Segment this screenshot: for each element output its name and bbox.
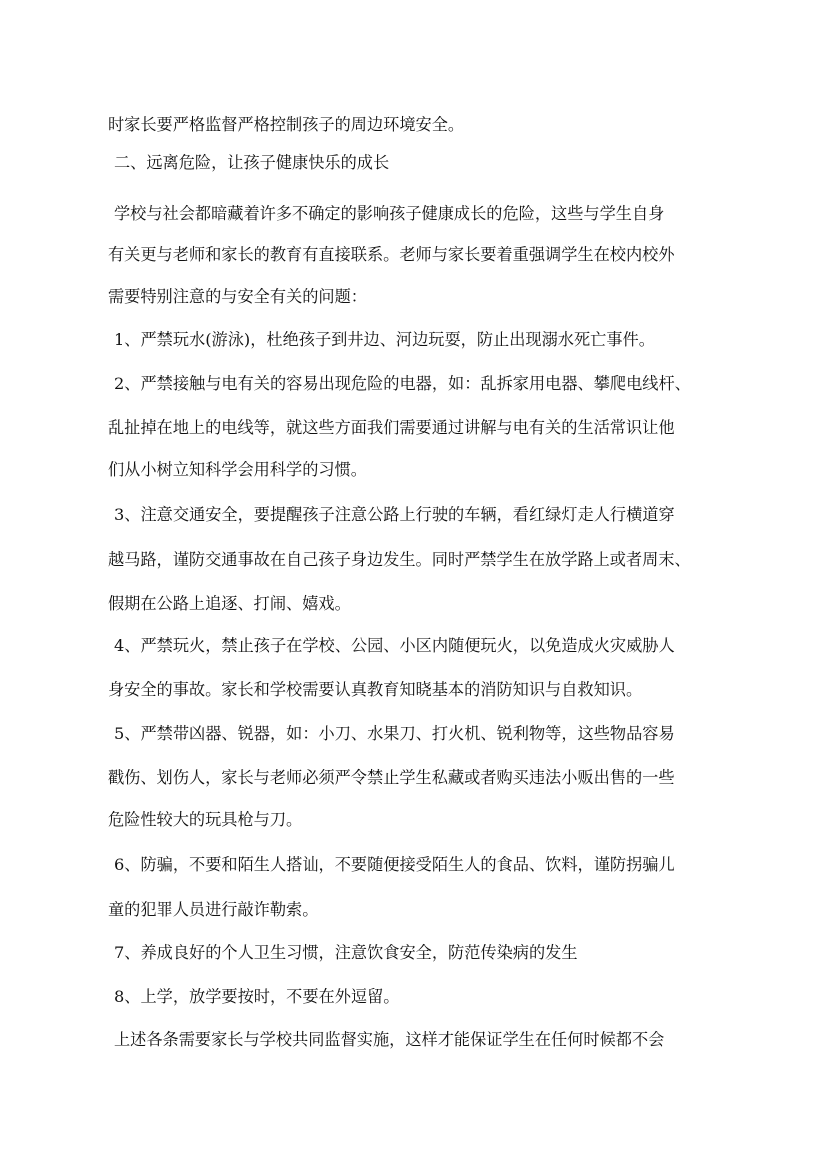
text-line: 童的犯罪人员进行敲诈勒索。	[108, 900, 319, 919]
text-line: 1、严禁玩水(游泳)，杜绝孩子到井边、河边玩耍，防止出现溺水死亡事件。	[114, 330, 655, 349]
text-line: 学校与社会都暗藏着许多不确定的影响孩子健康成长的危险，这些与学生自身	[114, 204, 665, 223]
text-line: 二、远离危险，让孩子健康快乐的成长	[114, 153, 390, 172]
text-line: 5、严禁带凶器、锐器，如：小刀、水果刀、打火机、锐利物等，这些物品容易	[114, 724, 675, 743]
text-line: 上述各条需要家长与学校共同监督实施，这样才能保证学生在任何时候都不会	[114, 1030, 665, 1049]
text-line: 有关更与老师和家长的教育有直接联系。老师与家长要着重强调学生在校内校外	[108, 245, 675, 264]
text-line: 身安全的事故。家长和学校需要认真教育知晓基本的消防知识与自救知识。	[108, 680, 643, 699]
text-line: 越马路，谨防交通事故在自己孩子身边发生。同时严禁学生在放学路上或者周末、	[108, 550, 691, 569]
text-line: 7、养成良好的个人卫生习惯，注意饮食安全，防范传染病的发生	[114, 943, 578, 962]
text-line: 需要特别注意的与安全有关的问题：	[108, 287, 367, 306]
text-line: 戳伤、划伤人，家长与老师必须严令禁止学生私藏或者购买违法小贩出售的一些	[108, 768, 675, 787]
text-line: 4、严禁玩火，禁止孩子在学校、公园、小区内随便玩火，以免造成火灾威胁人	[114, 636, 675, 655]
text-line: 8、上学，放学要按时，不要在外逗留。	[114, 987, 400, 1006]
text-line: 们从小树立知科学会用科学的习惯。	[108, 460, 367, 479]
text-line: 乱扯掉在地上的电线等，就这些方面我们需要通过讲解与电有关的生活常识让他	[108, 418, 675, 437]
text-line: 假期在公路上追逐、打闹、嬉戏。	[108, 594, 351, 613]
text-line: 6、防骗，不要和陌生人搭讪，不要随便接受陌生人的食品、饮料，谨防拐骗儿	[114, 855, 675, 874]
text-line: 时家长要严格监督严格控制孩子的周边环境安全。	[108, 115, 465, 134]
text-line: 2、严禁接触与电有关的容易出现危险的电器，如：乱拆家用电器、攀爬电线杆、	[114, 374, 691, 393]
text-line: 3、注意交通安全，要提醒孩子注意公路上行驶的车辆，看红绿灯走人行横道穿	[114, 505, 675, 524]
text-line: 危险性较大的玩具枪与刀。	[108, 810, 303, 829]
